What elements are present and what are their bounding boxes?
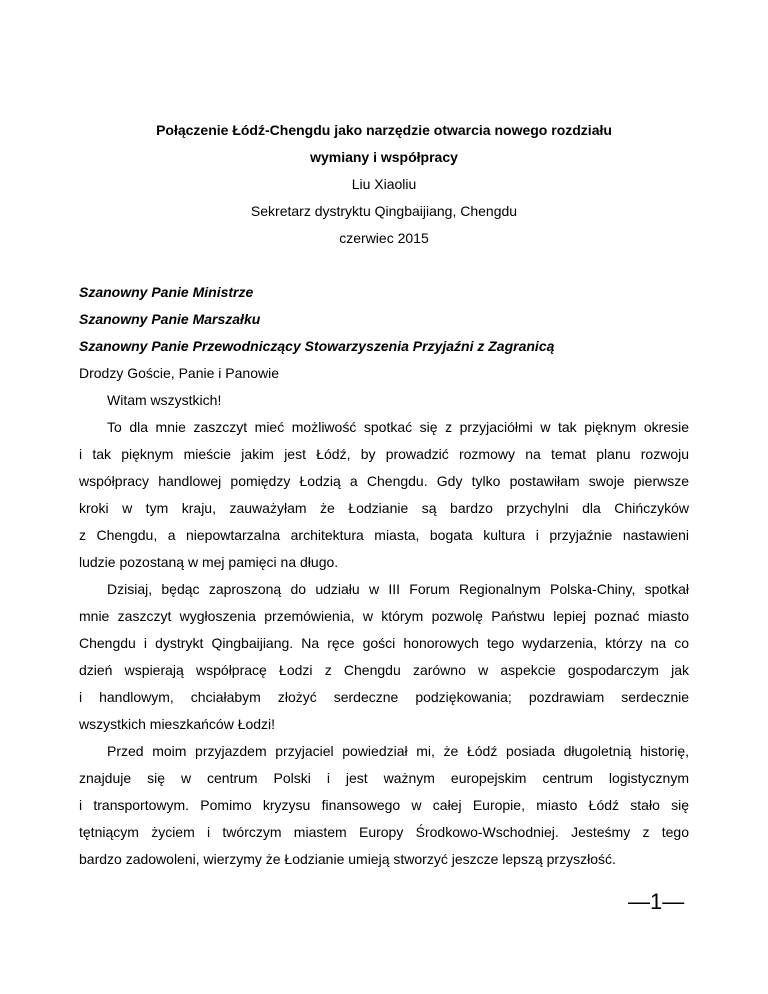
salutation-marshal: Szanowny Panie Marszałku [79, 311, 261, 327]
author-name: Liu Xiaoliu [351, 176, 417, 192]
paragraph-1-line: współpracy handlowej pomiędzy Łodzią a Chengdu. Gdy tylko postawiłam swoje pierwsze [79, 473, 689, 489]
page-number: —1— [628, 889, 685, 914]
salutation-chairman: Szanowny Panie Przewodniczący Stowarzyszenia Przyjaźni z Zagranicą [79, 338, 555, 354]
paragraph-2-line: dzień wspierają współpracę Łodzi z Chengdu zarówno w aspekcie gospodarczym jak [79, 662, 689, 678]
paragraph-2-line: wszystkich mieszkańców Łodzi! [79, 716, 276, 732]
paragraph-2-line: i handlowym, chciałabym złożyć serdeczne podziękowania; pozdrawiam serdecznie [79, 689, 689, 705]
paragraph-3-line: i transportowym. Pomimo kryzysu finansowego w całej Europie, miasto Łódź stało się [79, 797, 689, 813]
salutation-minister: Szanowny Panie Ministrze [79, 284, 254, 300]
document-date: czerwiec 2015 [339, 230, 429, 246]
welcome: Witam wszystkich! [107, 392, 222, 408]
paragraph-3-line: tętniącym życiem i twórczym miastem Europy Środkowo-Wschodniej. Jesteśmy z tego [79, 824, 689, 840]
author-position: Sekretarz dystryktu Qingbaijiang, Chengdu [250, 203, 518, 219]
paragraph-3-line: znajduje się w centrum Polski i jest ważnym europejskim centrum logistycznym [79, 770, 689, 786]
paragraph-1-line: To dla mnie zaszczyt mieć możliwość spotkać się z przyjaciółmi w tak pięknym okresie [107, 419, 689, 435]
title-line-2: wymiany i współpracy [310, 149, 458, 165]
paragraph-1-line: i tak pięknym mieście jakim jest Łódź, by prowadzić rozmowy na temat planu rozwoju [79, 446, 689, 462]
paragraph-2-line: mnie zaszczyt wygłoszenia przemówienia, w którym pozwolę Państwu lepiej poznać miasto [79, 608, 689, 624]
title-line-1: Połączenie Łódź-Chengdu jako narzędzie otwarcia nowego rozdziału [156, 122, 612, 138]
paragraph-1-line: kroki w tym kraju, zauważyłam że Łodzianie są bardzo przychylni dla Chińczyków [79, 500, 689, 516]
greeting: Drodzy Goście, Panie i Panowie [79, 365, 279, 381]
paragraph-2-line: Dzisiaj, będąc zaproszoną do udziału w III Forum Regionalnym Polska-Chiny, spotkał [107, 581, 689, 597]
paragraph-1-line: z Chengdu, a niepowtarzalna architektura miasta, bogata kultura i przyjaźnie nastawieni [79, 527, 689, 543]
paragraph-1-line: ludzie pozostaną w mej pamięci na długo. [79, 554, 339, 570]
paragraph-2-line: Chengdu i dystrykt Qingbaijiang. Na ręce gości honorowych tego wydarzenia, którzy na co [79, 635, 689, 651]
paragraph-3-line: Przed moim przyjazdem przyjaciel powiedział mi, że Łódź posiada długoletnią historię, [107, 743, 689, 759]
paragraph-3-line: bardzo zadowoleni, wierzymy że Łodzianie umieją stworzyć jeszcze lepszą przyszłość. [79, 851, 616, 867]
